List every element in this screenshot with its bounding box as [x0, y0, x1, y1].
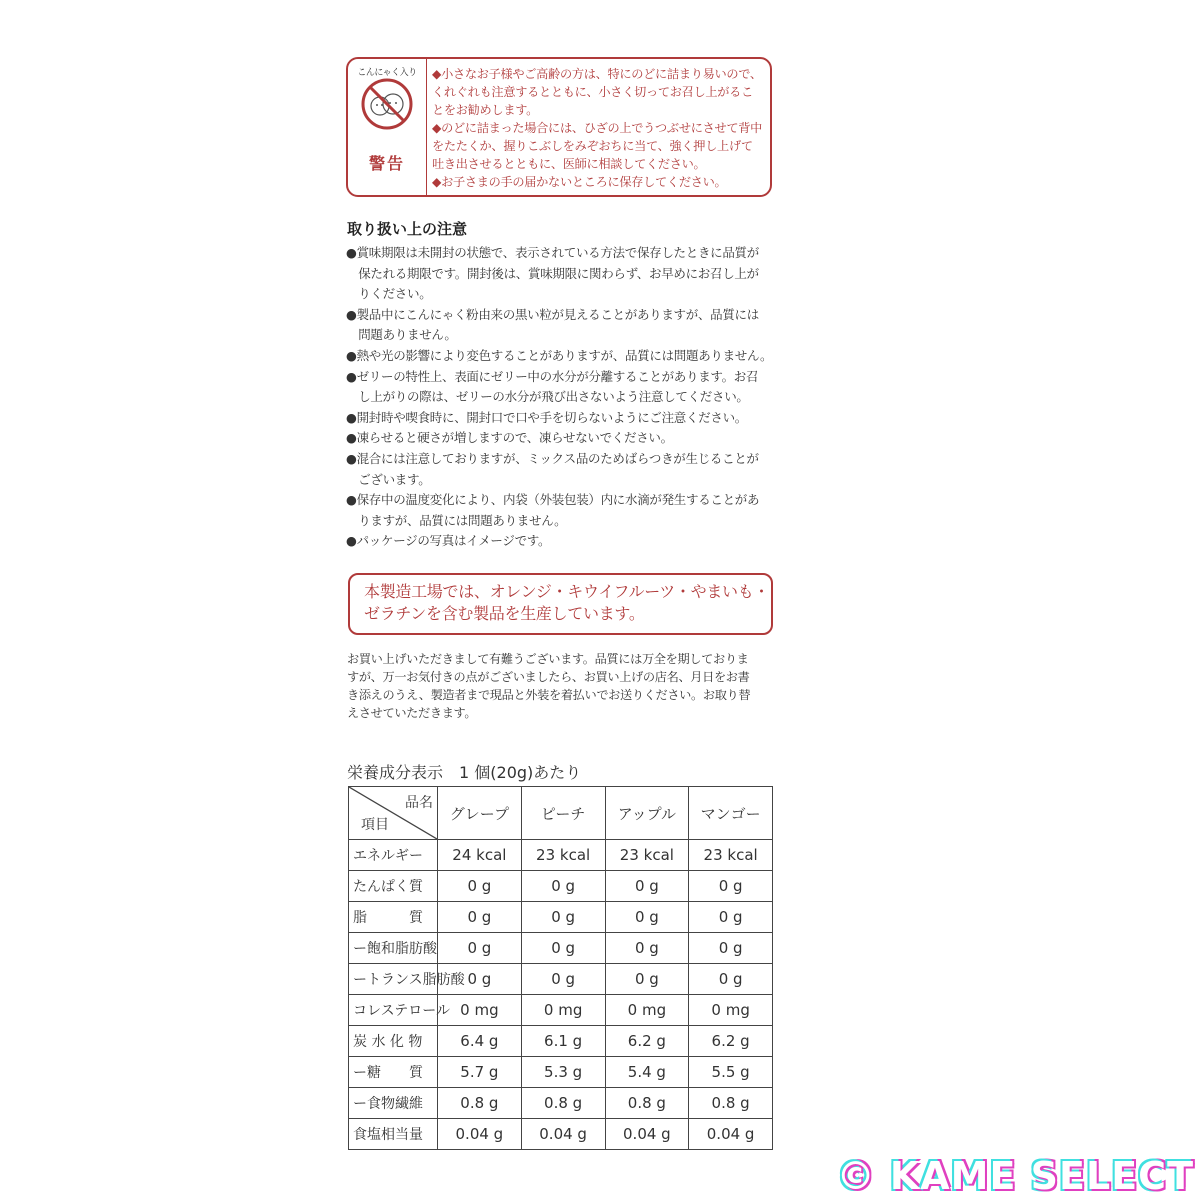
corner-product-label: 品名: [405, 795, 433, 811]
handling-line: 保たれる期限です。開封後は、賞味期限に関わらず、お早めにお召し上が: [346, 265, 759, 281]
nutrition-row: [349, 1026, 773, 1057]
nutrient-label: ー食物繊維: [349, 1088, 438, 1119]
nutrient-value: 6.1 g: [521, 1026, 605, 1057]
nutrient-label: たんぱく質: [349, 871, 438, 902]
nutrition-body: [349, 840, 773, 1150]
nutrient-value: 0.04 g: [521, 1119, 605, 1150]
nutrient-value: 23 kcal: [605, 840, 689, 871]
handling-line: りますが、品質には問題ありません。: [346, 512, 567, 528]
konnyaku-label: こんにゃく入り: [357, 68, 417, 78]
warning-text: [432, 65, 772, 191]
warning-line: とをお勧めします。: [432, 103, 539, 117]
handling-title: 取り扱い上の注意: [347, 220, 468, 238]
nutrition-row: [349, 933, 773, 964]
handling-line: ●熱や光の影響により変色することがありますが、品質には問題ありません。: [346, 347, 773, 363]
handling-line: ●ゼリーの特性上、表面にゼリー中の水分が分離することがあります。お召: [346, 368, 759, 384]
nutrient-value: 0 mg: [521, 995, 605, 1026]
nutrient-label: ー糖 質: [349, 1057, 438, 1088]
nutrient-value: 6.2 g: [605, 1026, 689, 1057]
nutrient-value: 6.4 g: [438, 1026, 522, 1057]
nutrition-header-row: [349, 787, 773, 840]
nutrient-label: 脂 質: [349, 902, 438, 933]
nutrient-value: 6.2 g: [689, 1026, 773, 1057]
nutrient-value: 0.04 g: [605, 1119, 689, 1150]
handling-line: 問題ありません。: [346, 327, 457, 343]
corner-item-label: 項目: [361, 817, 389, 833]
nutrient-value: 0 g: [521, 902, 605, 933]
nutrient-value: 23 kcal: [521, 840, 605, 871]
warning-line: ◆小さなお子様やご高齢の方は、特にのどに詰まり易いので、: [432, 67, 762, 81]
nutrition-row: [349, 902, 773, 933]
nutrient-label: コレステロール: [349, 995, 438, 1026]
nutrient-value: 0 g: [521, 964, 605, 995]
warning-box: [346, 57, 772, 197]
thanks-line: すが、万一お気付きの点がございましたら、お買い上げの店名、月日をお書: [347, 670, 750, 684]
handling-line: ●保存中の温度変化により、内袋（外装包装）内に水滴が発生することがあ: [346, 492, 760, 508]
nutrient-value: 0 mg: [689, 995, 773, 1026]
nutrient-value: 0 g: [521, 871, 605, 902]
nutrient-value: 23 kcal: [689, 840, 773, 871]
nutrient-value: 0 mg: [605, 995, 689, 1026]
nutrient-value: 0 g: [605, 871, 689, 902]
nutrient-value: 0.04 g: [689, 1119, 773, 1150]
handling-line: ●凍らせると硬さが増しますので、凍らせないでください。: [346, 430, 673, 446]
nutrition-row: [349, 995, 773, 1026]
nutrient-value: 0 g: [438, 902, 522, 933]
thanks-line: えさせていただきます。: [347, 706, 477, 720]
nutrition-row: [349, 840, 773, 871]
warning-line: 吐き出させるとともに、医師に相談してください。: [432, 157, 706, 171]
nutrient-value: 0 g: [605, 933, 689, 964]
nutrient-label: エネルギー: [349, 840, 438, 871]
factory-notice-line: ゼラチンを含む製品を生産しています。: [364, 604, 645, 623]
handling-line: ●混合には注意しておりますが、ミックス品のためばらつきが生じることが: [346, 450, 759, 466]
nutrition-row: [349, 1057, 773, 1088]
handling-list: [346, 243, 778, 552]
nutrient-value: 0 g: [689, 902, 773, 933]
product-header: グレープ: [438, 787, 522, 840]
warning-line: ◆お子さまの手の届かないところに保存してください。: [432, 175, 727, 189]
product-header: マンゴー: [689, 787, 773, 840]
handling-line: ●開封時や喫食時に、開封口で口や手を切らないようにご注意ください。: [346, 409, 748, 425]
nutrient-value: 0 g: [438, 871, 522, 902]
nutrition-caption: 栄養成分表示 1 個(20g)あたり: [347, 763, 582, 782]
nutrition-row: [349, 1119, 773, 1150]
nutrient-value: 0.8 g: [689, 1088, 773, 1119]
nutrient-value: 5.3 g: [521, 1057, 605, 1088]
nutrition-row: [349, 964, 773, 995]
nutrient-value: 0 g: [521, 933, 605, 964]
nutrient-value: 0 g: [689, 871, 773, 902]
nutrient-value: 0.8 g: [521, 1088, 605, 1119]
factory-notice-box: [348, 573, 773, 635]
handling-line: し上がりの際は、ゼリーの水分が飛び出さないよう注意してください。: [346, 389, 749, 405]
nutrient-value: 0 g: [689, 964, 773, 995]
nutrition-table: [348, 786, 773, 1150]
nutrient-value: 0 mg: [438, 995, 522, 1026]
warning-title: 警告: [368, 154, 405, 173]
nutrient-value: 0.04 g: [438, 1119, 522, 1150]
warning-line: をたたくか、握りこぶしをみぞおちに当て、強く押し上げて: [432, 139, 753, 153]
warning-line: くれぐれも注意するとともに、小さく切ってお召し上がるこ: [432, 85, 753, 99]
nutrient-value: 0 g: [438, 933, 522, 964]
nutrient-label: ー飽和脂肪酸: [349, 933, 438, 964]
nutrition-row: [349, 1088, 773, 1119]
watermark: © KAME SELECT: [836, 1154, 1194, 1198]
corner-cell: [349, 787, 438, 840]
nutrient-value: 0.8 g: [438, 1088, 522, 1119]
handling-line: ●賞味期限は未開封の状態で、表示されている方法で保存したときに品質が: [346, 245, 759, 260]
thanks-line: お買い上げいただきまして有難うございます。品質には万全を期しておりま: [347, 652, 749, 666]
nutrient-value: 0 g: [689, 933, 773, 964]
nutrient-value: 5.5 g: [689, 1057, 773, 1088]
warning-line: ◆のどに詰まった場合には、ひざの上でうつぶせにさせて背中: [432, 121, 763, 135]
nutrient-value: 0 g: [605, 964, 689, 995]
nutrient-label: ートランス脂肪酸: [349, 964, 438, 995]
factory-notice-text: [364, 581, 769, 625]
nutrient-value: 0 g: [605, 902, 689, 933]
product-header: アップル: [605, 787, 689, 840]
factory-notice-line: 本製造工場では、オレンジ・キウイフルーツ・やまいも・: [364, 582, 770, 601]
nutrition-row: [349, 871, 773, 902]
handling-line: ●製品中にこんにゃく粉由来の黒い粒が見えることがありますが、品質には: [346, 306, 759, 322]
thanks-line: き添えのうえ、製造者まで現品と外装を着払いでお送りください。お取り替: [347, 688, 751, 702]
nutrient-label: 炭 水 化 物: [349, 1026, 438, 1057]
nutrient-value: 5.7 g: [438, 1057, 522, 1088]
choking-warning-icon: [360, 77, 414, 131]
nutrient-label: 食塩相当量: [349, 1119, 438, 1150]
nutrient-value: 0.8 g: [605, 1088, 689, 1119]
thanks-paragraph: [347, 650, 777, 722]
handling-line: ございます。: [346, 471, 431, 487]
handling-line: ●パッケージの写真はイメージです。: [346, 533, 551, 549]
warning-icon-panel: [348, 59, 427, 195]
nutrient-value: 0 g: [438, 964, 522, 995]
nutrient-value: 5.4 g: [605, 1057, 689, 1088]
product-header: ピーチ: [521, 787, 605, 840]
handling-line: りください。: [346, 286, 432, 302]
nutrient-value: 24 kcal: [438, 840, 522, 871]
